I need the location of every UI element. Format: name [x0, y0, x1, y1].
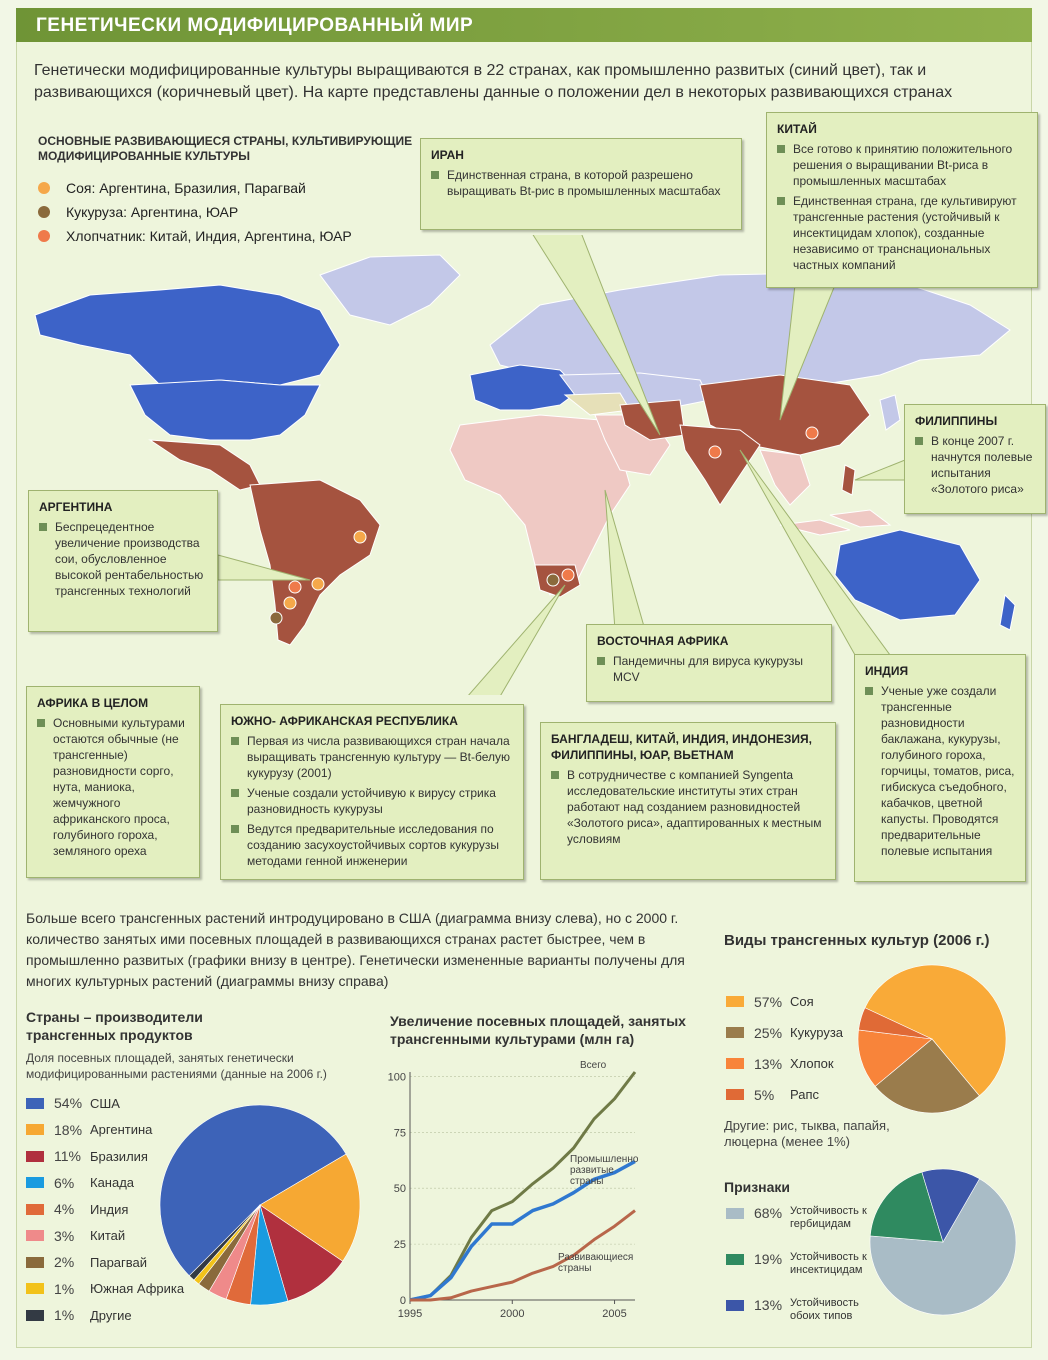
traits-legend-label: Устойчивость к инсектицидам — [790, 1251, 867, 1276]
area-chart-title: Увеличение посевных площадей, занятых трансгенными культурами (млн га) — [390, 1013, 686, 1047]
crops-note: Другие: рис, тыква, папайя, люцерна (менее 1%) — [724, 1118, 890, 1149]
countries-legend-value: 11% — [54, 1148, 81, 1165]
callout-china: КИТАЙ Все готово к принятию положительного решения о выращивании Bt-риса в промышленных масштабах Единственная страна, где культивируют трансгенные растения (устойчивый к инсектицидам хлопок), созданные независимо от транснациональных частных компаний — [766, 112, 1038, 288]
countries-pie — [155, 1100, 365, 1310]
crops-legend-swatch — [726, 1089, 744, 1100]
map-region-middle-east-neutral — [565, 393, 630, 415]
countries-legend-label: Канада — [90, 1175, 135, 1191]
cotton-dot-argentina — [289, 581, 301, 593]
countries-legend-value: 2% — [54, 1254, 75, 1271]
crops-legend-item — [726, 1079, 843, 1110]
countries-legend-swatch — [26, 1204, 44, 1215]
maize-dot-south-africa — [547, 574, 559, 586]
series-label-1: развитые — [570, 1165, 614, 1176]
y-tick-label: 25 — [393, 1239, 406, 1252]
countries-legend-swatch — [26, 1124, 44, 1135]
callout-east-africa: ВОСТОЧНАЯ АФРИКА Пандемичны для вируса кукурузы MCV — [586, 624, 832, 702]
cotton-dot-china — [806, 427, 818, 439]
series-label-2: страны — [558, 1263, 592, 1274]
countries-legend-label: Парагвай — [90, 1254, 148, 1270]
legend-dot-maize — [38, 206, 50, 218]
series-label-0: Всего — [580, 1060, 607, 1071]
callout-asia-golden-rice: БАНГЛАДЕШ, КИТАЙ, ИНДИЯ, ИНДОНЕЗИЯ, ФИЛИППИНЫ, ЮАР, ВЬЕТНАМ В сотрудничестве с компанией Syngenta исследовательские институты этих стран работают над созданием разновидностей «Золотого риса», адаптированных к местным условиям — [540, 722, 836, 880]
traits-legend-swatch — [726, 1254, 744, 1265]
callout-iran: ИРАН Единственная страна, в которой разрешено выращивать Bt-рис в промышленных масштабах — [420, 138, 742, 230]
pointer-sar — [460, 585, 565, 695]
traits-legend — [726, 1205, 875, 1343]
traits-chart-title: Признаки — [724, 1179, 791, 1195]
countries-legend-value: 18% — [54, 1121, 83, 1138]
crops-legend-value: 13% — [754, 1055, 783, 1072]
series-label-1: страны — [570, 1176, 604, 1187]
crops-legend — [726, 986, 843, 1110]
map-region-japan — [880, 395, 900, 430]
map-legend — [38, 134, 418, 248]
traits-legend-label: Устойчивость обоих типов — [790, 1297, 859, 1322]
legend-item-cotton: Хлопчатник: Китай, Индия, Аргентина, ЮАР — [38, 224, 418, 248]
traits-legend-swatch — [726, 1208, 744, 1219]
countries-legend-value: 6% — [54, 1174, 75, 1191]
area-line-chart — [380, 1058, 680, 1328]
maize-dot-argentina — [270, 612, 282, 624]
legend-item-soy: Соя: Аргентина, Бразилия, Парагвай — [38, 176, 418, 200]
map-region-greenland — [320, 255, 460, 325]
crops-legend-item — [726, 1048, 843, 1079]
countries-legend-label: Аргентина — [90, 1122, 153, 1138]
crops-legend-swatch — [726, 996, 744, 1007]
legend-item-maize: Кукуруза: Аргентина, ЮАР — [38, 200, 418, 224]
pointer-east-africa — [605, 490, 645, 630]
countries-legend-value: 54% — [54, 1095, 83, 1112]
crops-legend-swatch — [726, 1058, 744, 1069]
crops-legend-label: Кукуруза — [790, 1025, 844, 1040]
map-region-canada — [35, 285, 340, 385]
countries-legend-swatch — [26, 1151, 44, 1162]
y-tick-label: 0 — [399, 1295, 406, 1307]
callout-india: ИНДИЯ Ученые уже создали трансгенные разновидности баклажана, кукурузы, голубиного гороха, горчицы, томатов, риса, гибискуса съедобного, кабачков, цветной капусты. Проводятся предварительные полевые испытания — [854, 654, 1026, 882]
x-tick-label: 1995 — [397, 1308, 423, 1320]
countries-chart-title: Страны – производители трансгенных продуктов — [26, 1009, 203, 1043]
countries-legend-value: 3% — [54, 1227, 75, 1244]
callout-south-africa: ЮЖНО- АФРИКАНСКАЯ РЕСПУБЛИКА Первая из числа развивающихся стран начала выращивать трансгенную культуру — Bt-белую кукурузу (2001) Ученые создали устойчивую к вирусу стрика разновидность кукурузы Ведутся предварительные исследования по созданию засухоустойчивых сортов кукурузы методами генной инженерии — [220, 704, 524, 880]
traits-legend-value: 68% — [754, 1205, 783, 1221]
cotton-dot-india — [709, 446, 721, 458]
series-label-1: Промышленно — [570, 1154, 639, 1165]
crops-legend-swatch — [726, 1027, 744, 1038]
y-tick-label: 50 — [393, 1183, 406, 1196]
legend-dot-soy — [38, 182, 50, 194]
bottom-intro-text: Больше всего трансгенных растений интродуцировано в США (диаграмма внизу слева), но с 2000 г. количество занятых ими посевных площадей в развивающихся странах растет быстрее, чем в промышленно развитых (графики внизу в центре). Генетически измененные варианты получены для многих культурных растений (диаграммы внизу справа) — [26, 910, 685, 989]
intro-text: Генетически модифицированные культуры выращиваются в 22 странах, как промышленно развитых (синий цвет), так и развивающихся (коричневый цвет). На карте представлены данные о положении дел в некоторых развивающихся странах — [34, 62, 953, 101]
crops-legend-label: Хлопок — [790, 1056, 834, 1071]
callout-philippines: ФИЛИППИНЫ В конце 2007 г. начнутся полевые испытания «Золотого риса» — [904, 404, 1046, 514]
map-region-mexico — [150, 440, 260, 490]
countries-legend-label: США — [90, 1095, 120, 1111]
traits-pie — [868, 1160, 1018, 1320]
countries-legend-swatch — [26, 1310, 44, 1321]
countries-legend-label: Индия — [90, 1201, 129, 1217]
countries-legend-value: 4% — [54, 1201, 75, 1218]
crops-legend-value: 25% — [754, 1024, 783, 1041]
traits-legend-value: 19% — [754, 1251, 783, 1267]
traits-legend-item — [726, 1251, 875, 1297]
countries-legend-label: Китай — [90, 1228, 126, 1244]
x-tick-label: 2000 — [500, 1308, 525, 1320]
crops-legend-label: Рапс — [790, 1087, 820, 1102]
legend-dot-cotton — [38, 230, 50, 242]
crops-legend-value: 5% — [754, 1086, 775, 1103]
title-bar — [16, 8, 1032, 42]
series-label-2: Развивающиеся — [558, 1252, 634, 1263]
map-region-south-america — [250, 480, 380, 645]
countries-chart-subtitle: Доля посевных площадей, занятых генетически модифицированными растениями (данные на 2006 г.) — [26, 1051, 327, 1081]
countries-legend-label: Другие — [90, 1307, 132, 1323]
map-region-philippines — [842, 465, 855, 495]
crops-legend-label: Соя — [790, 994, 814, 1009]
map-region-new-zealand — [1000, 595, 1015, 630]
x-tick-label: 2005 — [602, 1308, 627, 1320]
map-region-australia — [835, 530, 980, 620]
page-title: ГЕНЕТИЧЕСКИ МОДИФИЦИРОВАННЫЙ МИР — [36, 15, 474, 36]
crops-legend-value: 57% — [754, 993, 783, 1010]
countries-legend-swatch — [26, 1257, 44, 1268]
crops-chart-title: Виды трансгенных культур (2006 г.) — [724, 932, 990, 949]
pointer-philippines — [855, 460, 905, 480]
traits-legend-label: Устойчивость к гербицидам — [790, 1205, 867, 1230]
countries-legend-swatch — [26, 1177, 44, 1188]
soy-dot-brazil — [354, 531, 366, 543]
y-tick-label: 100 — [387, 1071, 406, 1084]
countries-legend-swatch — [26, 1098, 44, 1109]
cotton-dot-south-africa — [562, 569, 574, 581]
map-legend-heading: ОСНОВНЫЕ РАЗВИВАЮЩИЕСЯ СТРАНЫ, КУЛЬТИВИРУЮЩИЕ МОДИФИЦИРОВАННЫЕ КУЛЬТУРЫ — [38, 134, 413, 163]
crops-pie — [855, 962, 1010, 1117]
countries-legend-value: 1% — [54, 1307, 75, 1324]
traits-legend-item — [726, 1205, 875, 1251]
map-region-usa — [130, 380, 320, 440]
countries-legend-label: Южная Африка — [90, 1281, 185, 1297]
countries-legend-swatch — [26, 1230, 44, 1241]
countries-legend-swatch — [26, 1283, 44, 1294]
callout-africa: АФРИКА В ЦЕЛОМ Основными культурами остаются обычные (не трансгенные) разновидности сорго, нута, маниока, жемчужного африканского проса, голубиного гороха, земляного ореха — [26, 686, 200, 878]
traits-legend-value: 13% — [754, 1297, 783, 1313]
soy-dot-argentina — [284, 597, 296, 609]
callout-argentina: АРГЕНТИНА Беспрецедентное увеличение производства сои, обусловленное высокой рентабельностью трансгенных технологий — [28, 490, 218, 632]
countries-legend-label: Бразилия — [90, 1148, 148, 1164]
y-tick-label: 75 — [393, 1127, 406, 1140]
crops-legend-item — [726, 986, 843, 1017]
soy-dot-paraguay — [312, 578, 324, 590]
countries-legend-value: 1% — [54, 1280, 75, 1297]
traits-legend-item — [726, 1297, 875, 1343]
traits-legend-swatch — [726, 1300, 744, 1311]
crops-legend-item — [726, 1017, 843, 1048]
